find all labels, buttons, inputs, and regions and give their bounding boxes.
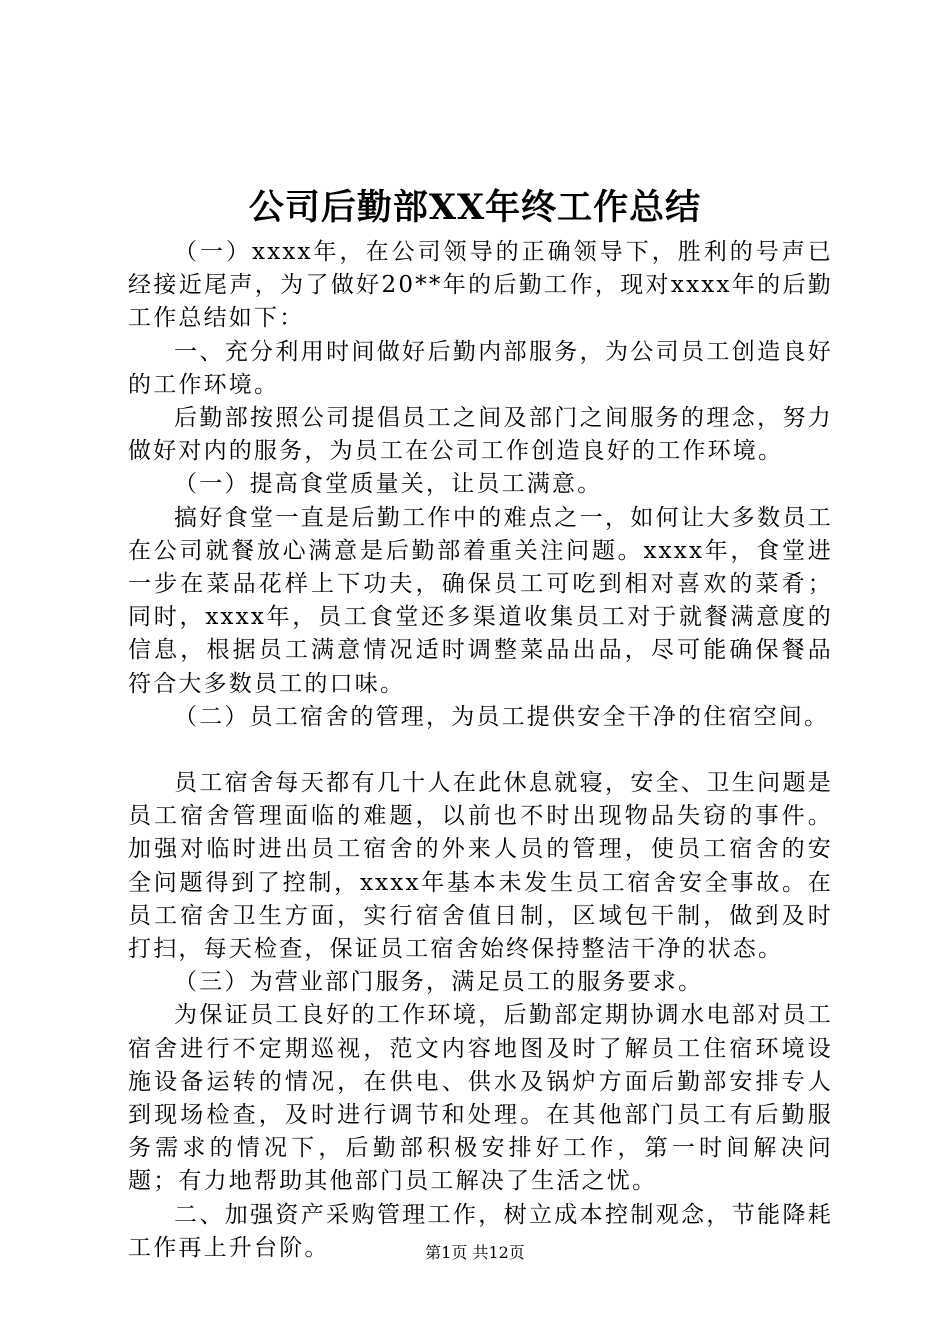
heading-section-2: 二、加强资产采购管理工作，树立成本控制观念，节能降耗工作再上升台阶。 <box>128 1201 833 1261</box>
heading-section-1: 一、充分利用时间做好后勤内部服务，为公司员工创造良好的工作环境。 <box>128 338 833 398</box>
paragraph-canteen: 搞好食堂一直是后勤工作中的难点之一，如何让大多数员工在公司就餐放心满意是后勤部着重关注问题。xxxx年，食堂进一步在菜品花样上下功夫，确保员工可吃到相对喜欢的菜肴；同时，xxxx年，员工食堂还多渠道收集员工对于就餐满意度的信息，根据员工满意情况适时调整菜品出品，尽可能确保餐品符合大多数员工的口味。 <box>128 504 833 697</box>
heading-canteen: （一）提高食堂质量关，让员工满意。 <box>174 471 603 498</box>
paragraph-intro: （一）xxxx年，在公司领导的正确领导下，胜利的号声已经接近尾声，为了做好20**年的后勤工作，现对xxxx年的后勤工作总结如下： <box>128 239 833 332</box>
heading-dormitory: （二）员工宿舍的管理，为员工提供安全干净的住宿空间。 <box>174 703 830 730</box>
heading-business-service: （三）为营业部门服务，满足员工的服务要求。 <box>174 969 704 996</box>
paragraph-dormitory: 员工宿舍每天都有几十人在此休息就寝，安全、卫生问题是员工宿舍管理面临的难题，以前也不时出现物品失窃的事件。加强对临时进出员工宿舍的外来人员的管理，使员工宿舍的安全问题得到了控制，xxxx年基本未发生员工宿舍安全事故。在员工宿舍卫生方面，实行宿舍值日制，区域包干制，做到及时打扫，每天检查，保证员工宿舍始终保持整洁干净的状态。 <box>128 770 833 963</box>
page-number-footer: 第1页 共12页 <box>425 1243 525 1262</box>
paragraph-business-service: 为保证员工良好的工作环境，后勤部定期协调水电部对员工宿舍进行不定期巡视，范文内容地图及时了解员工住宿环境设施设备运转的情况，在供电、供水及锅炉方面后勤部安排专人到现场检查，及时进行调节和处理。在其他部门员工有后勤服务需求的情况下，后勤部积极安排好工作，第一时间解决问题；有力地帮助其他部门员工解决了生活之忧。 <box>128 1002 833 1195</box>
document-title: 公司后勤部XX年终工作总结 <box>248 187 702 228</box>
paragraph-service-concept: 后勤部按照公司提倡员工之间及部门之间服务的理念，努力做好对内的服务，为员工在公司工作创造良好的工作环境。 <box>128 405 833 465</box>
document-body <box>128 236 833 1265</box>
